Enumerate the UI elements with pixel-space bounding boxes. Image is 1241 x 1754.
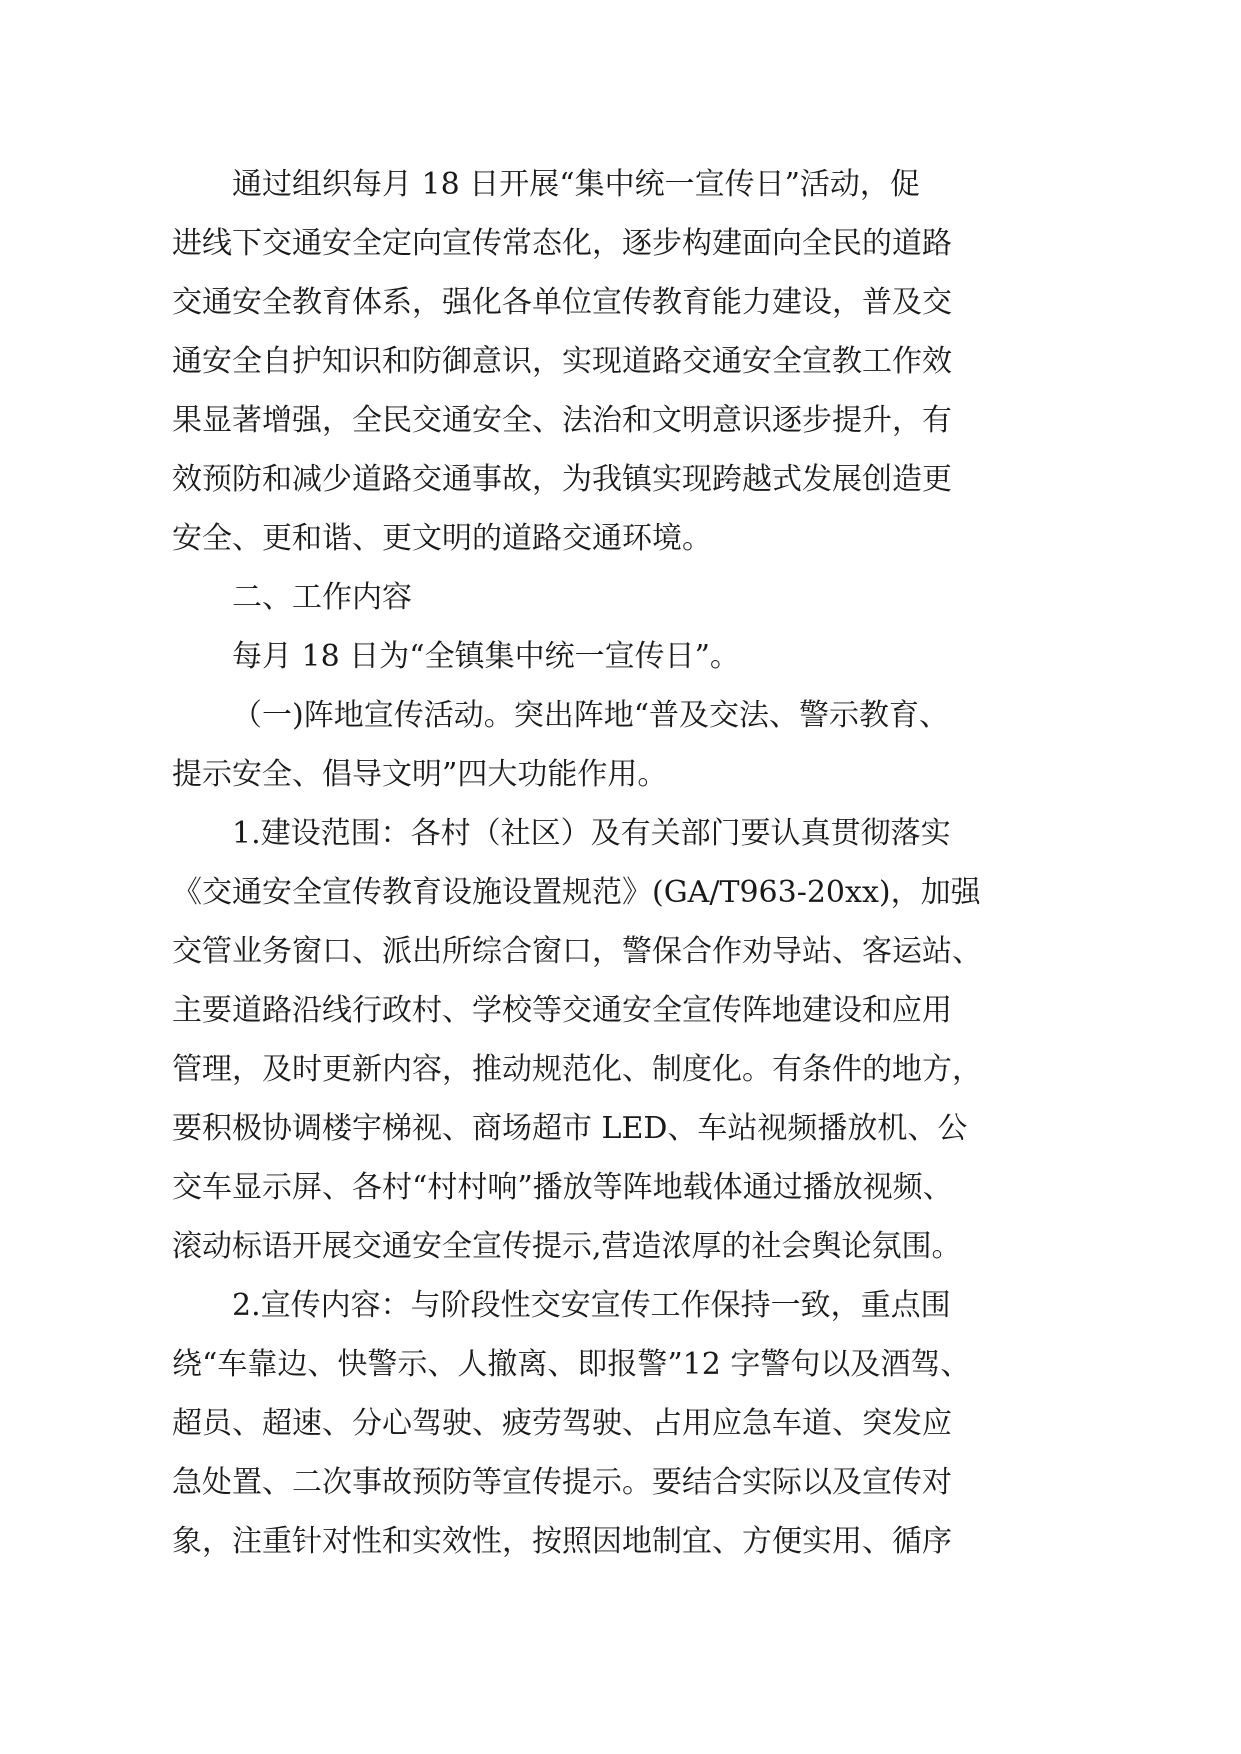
paragraph-line-3: 交通安全教育体系，强化各单位宣传教育能力建设，普及交: [172, 285, 952, 320]
paragraph-line-24: 象，注重针对性和实效性，按照因地制宜、方便实用、循序: [172, 1524, 952, 1559]
paragraph-line-21: 绕“车靠边、快警示、人撤离、即报警”12 字警句以及酒驾、: [172, 1347, 971, 1382]
paragraph-line-12: 1.建设范围：各村（社区）及有关部门要认真贯彻落实: [232, 816, 951, 851]
paragraph-line-16: 管理，及时更新内容，推动规范化、制度化。有条件的地方，: [172, 1052, 982, 1087]
paragraph-line-20: 2.宣传内容：与阶段性交安宣传工作保持一致，重点围: [232, 1288, 951, 1323]
paragraph-line-18: 交车显示屏、各村“村村响”播放等阵地载体通过播放视频、: [172, 1170, 953, 1205]
paragraph-line-14: 交管业务窗口、派出所综合窗口，警保合作劝导站、客运站、: [172, 934, 982, 969]
paragraph-line-19: 滚动标语开展交通安全宣传提示,营造浓厚的社会舆论氛围。: [172, 1229, 962, 1264]
paragraph-line-6: 效预防和减少道路交通事故，为我镇实现跨越式发展创造更: [172, 462, 952, 497]
subsection-heading: （一)阵地宣传活动。突出阵地“普及交法、警示教育、: [232, 698, 950, 733]
paragraph-line-7: 安全、更和谐、更文明的道路交通环境。: [172, 521, 712, 556]
section-heading: 二、工作内容: [232, 580, 412, 615]
paragraph-line-13: 《交通安全宣传教育设施设置规范》(GA/T963-20xx)，加强: [172, 875, 981, 910]
paragraph-line-23: 急处置、二次事故预防等宣传提示。要结合实际以及宣传对: [172, 1465, 952, 1500]
paragraph-line-9: 每月 18 日为“全镇集中统一宣传日”。: [232, 639, 740, 674]
paragraph-line-22: 超员、超速、分心驾驶、疲劳驾驶、占用应急车道、突发应: [172, 1406, 952, 1441]
paragraph-line-15: 主要道路沿线行政村、学校等交通安全宣传阵地建设和应用: [172, 993, 952, 1028]
paragraph-line-17: 要积极协调楼宇梯视、商场超市 LED、车站视频播放机、公: [172, 1111, 968, 1146]
paragraph-line-5: 果显著增强，全民交通安全、法治和文明意识逐步提升，有: [172, 403, 952, 438]
paragraph-line-11: 提示安全、倡导文明”四大功能作用。: [172, 757, 668, 792]
paragraph-line-1: 通过组织每月 18 日开展“集中统一宣传日”活动，促: [232, 167, 920, 202]
paragraph-line-2: 进线下交通安全定向宣传常态化，逐步构建面向全民的道路: [172, 226, 952, 261]
paragraph-line-4: 通安全自护知识和防御意识，实现道路交通安全宣教工作效: [172, 344, 952, 379]
